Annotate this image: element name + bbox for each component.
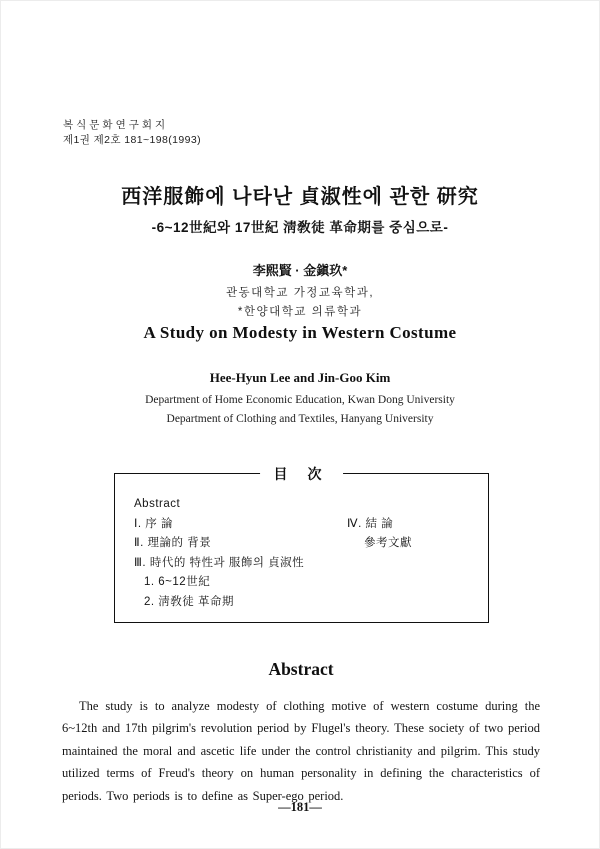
- abstract-heading: Abstract: [268, 659, 334, 679]
- english-title-block: [1, 323, 599, 427]
- page-footer: [1, 800, 599, 815]
- toc-right-column: [347, 515, 412, 554]
- toc-item-3-2: 2. 淸敎徒 革命期: [144, 595, 234, 608]
- toc-title: 目 次: [260, 464, 344, 484]
- affiliation-korean-2: *한양대학교 의류학과: [237, 306, 363, 318]
- abstract-section: [62, 659, 540, 807]
- journal-issue: 제1권 제2호 181~198(1993): [63, 134, 202, 146]
- toc-left-column: [134, 495, 488, 612]
- paper-title-korean: 西洋服飾에 나타난 貞淑性에 관한 研究: [121, 186, 479, 208]
- toc-item-3-1: 1. 6~12世紀: [144, 576, 211, 588]
- journal-name: 복식문화연구회지: [63, 119, 169, 131]
- korean-title-block: [1, 180, 599, 320]
- toc-item-references: 參考文獻: [364, 537, 412, 549]
- toc-item-abstract: Abstract: [134, 498, 181, 510]
- toc-columns: [115, 474, 488, 612]
- toc-item-1: Ⅰ. 序 論: [134, 517, 173, 530]
- paper-subtitle-korean: -6~12世紀와 17世紀 淸敎徒 革命期를 중심으로-: [151, 220, 449, 235]
- toc-item-4: Ⅳ. 結 論: [347, 517, 394, 530]
- authors-korean: 李熙賢 · 金鎭玖*: [252, 263, 348, 278]
- page-number: —181—: [278, 800, 322, 814]
- affiliation-korean-1: 관동대학교 가정교육학과,: [225, 287, 375, 299]
- journal-info: [63, 118, 201, 148]
- toc-item-3: Ⅲ. 時代的 特性과 服飾의 貞淑性: [134, 556, 305, 569]
- toc-item-2: Ⅱ. 理論的 背景: [134, 537, 212, 549]
- affiliation-english-1: Department of Home Economic Education, Kwan Dong University: [145, 394, 455, 406]
- affiliation-english-2: Department of Clothing and Textiles, Hanyang University: [166, 413, 434, 425]
- authors-english: Hee-Hyun Lee and Jin-Goo Kim: [209, 370, 391, 385]
- abstract-text: The study is to analyze modesty of clothing motive of western costume during the 6~12th and 17th pilgrim's revolution period by Flugel's theory. These society of two period maintained the moral and ascetic life under the control christianity and pilgrim. This study utilized terms of Freud's theory on human personality in defining the characteristics of periods. Two periods is to define as Super-ego period.: [62, 699, 540, 803]
- paper-title-english: A Study on Modesty in Western Costume: [143, 323, 457, 342]
- table-of-contents-box: [114, 466, 489, 623]
